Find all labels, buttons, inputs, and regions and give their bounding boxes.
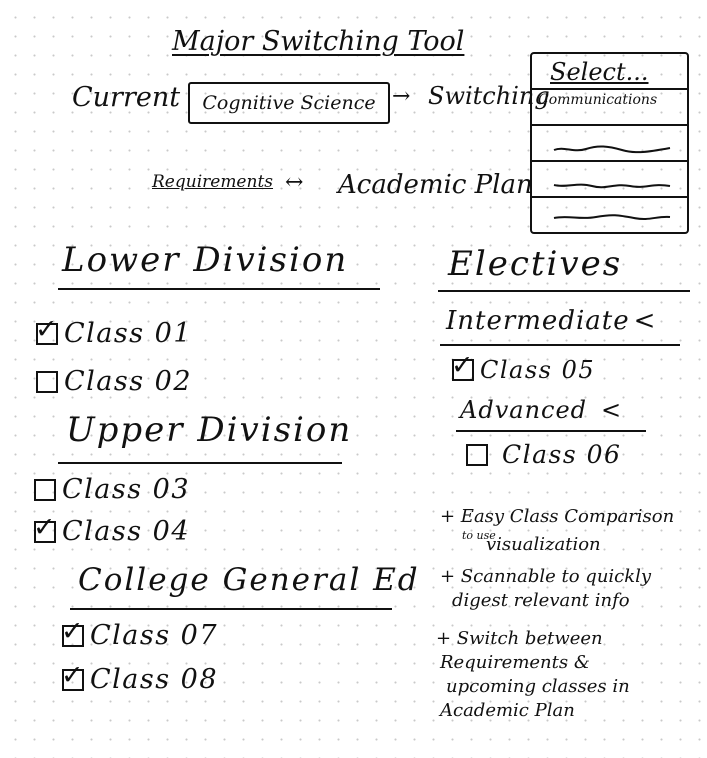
course-item[interactable] <box>35 313 193 349</box>
check-icon: ✓ <box>451 350 476 381</box>
upper-division-heading: Upper Division <box>66 410 353 450</box>
note-2-line-2: digest relevant info <box>452 590 630 611</box>
advanced-section-toggle[interactable] <box>460 396 622 424</box>
section-divider <box>70 608 392 610</box>
dropdown-option-placeholder[interactable] <box>532 196 687 198</box>
placeholder-line-icon <box>552 144 672 154</box>
checkbox-checked[interactable] <box>61 659 86 691</box>
course-label: Class 01 <box>64 318 193 349</box>
course-label: Class 08 <box>90 664 219 695</box>
course-item[interactable] <box>466 440 621 469</box>
check-icon: ✓ <box>35 313 60 345</box>
switching-label: Switching <box>428 82 550 110</box>
section-divider <box>58 462 342 464</box>
major-select-dropdown[interactable] <box>530 52 689 234</box>
page-title: Major Switching Tool <box>172 26 465 57</box>
note-3-line-1: + Switch between <box>436 628 603 649</box>
dropdown-option[interactable] <box>532 88 687 108</box>
checkbox-unchecked[interactable] <box>36 371 58 393</box>
requirements-tab[interactable]: Requirements <box>152 172 274 192</box>
note-1-line-2: visualization <box>486 534 601 555</box>
intermediate-heading: Intermediate <box>446 306 630 336</box>
checkbox-checked[interactable] <box>451 350 476 381</box>
course-item[interactable] <box>61 615 219 651</box>
placeholder-line-icon <box>552 180 672 190</box>
collapse-icon[interactable]: < <box>601 396 623 424</box>
dropdown-option-placeholder[interactable] <box>532 124 687 126</box>
checkbox-unchecked[interactable] <box>466 444 488 466</box>
collapse-icon[interactable]: < <box>633 306 657 336</box>
dropdown-option-communications[interactable]: Communications <box>538 92 658 108</box>
checkbox-checked[interactable] <box>35 313 60 345</box>
course-label: Class 06 <box>502 440 622 469</box>
current-major-field[interactable]: Cognitive Science <box>188 82 390 124</box>
note-3-line-4: Academic Plan <box>440 700 575 721</box>
lower-division-heading: Lower Division <box>62 240 349 280</box>
section-divider <box>58 288 380 290</box>
select-label: Select... <box>550 58 649 86</box>
note-2-line-1: + Scannable to quickly <box>440 566 652 587</box>
note-3-line-2: Requirements & <box>440 652 590 673</box>
note-1-small: to use <box>462 529 496 542</box>
academic-plan-tab[interactable]: Academic Plan <box>338 170 533 200</box>
course-item[interactable] <box>36 366 192 397</box>
section-divider <box>438 290 690 292</box>
switch-arrow-icon: → <box>392 84 411 109</box>
course-label: Class 02 <box>64 366 193 397</box>
placeholder-line-icon <box>552 212 672 222</box>
toggle-arrow-icon[interactable]: ↔ <box>285 170 304 195</box>
current-major-label: Current <box>72 82 181 113</box>
section-divider <box>440 344 680 346</box>
course-item[interactable] <box>61 659 219 695</box>
intermediate-section-toggle[interactable] <box>446 306 656 336</box>
note-1-line-1: + Easy Class Comparison <box>440 506 675 527</box>
course-label: Class 04 <box>62 516 191 547</box>
college-ge-heading: College General Ed <box>78 562 420 598</box>
check-icon: ✓ <box>61 659 86 691</box>
note-3-line-3: upcoming classes in <box>446 676 630 697</box>
checkbox-checked[interactable] <box>61 615 86 647</box>
course-label: Class 05 <box>480 356 596 384</box>
course-label: Class 07 <box>90 620 219 651</box>
course-item[interactable] <box>34 474 190 505</box>
check-icon: ✓ <box>33 511 58 543</box>
checkbox-checked[interactable] <box>33 511 58 543</box>
course-item[interactable] <box>451 350 596 384</box>
dropdown-option-placeholder[interactable] <box>532 160 687 162</box>
check-icon: ✓ <box>61 615 86 647</box>
section-divider <box>456 430 646 432</box>
course-item[interactable] <box>33 511 191 547</box>
course-label: Class 03 <box>62 474 191 505</box>
checkbox-unchecked[interactable] <box>34 479 56 501</box>
advanced-heading: Advanced <box>460 396 588 424</box>
electives-heading: Electives <box>448 244 623 284</box>
